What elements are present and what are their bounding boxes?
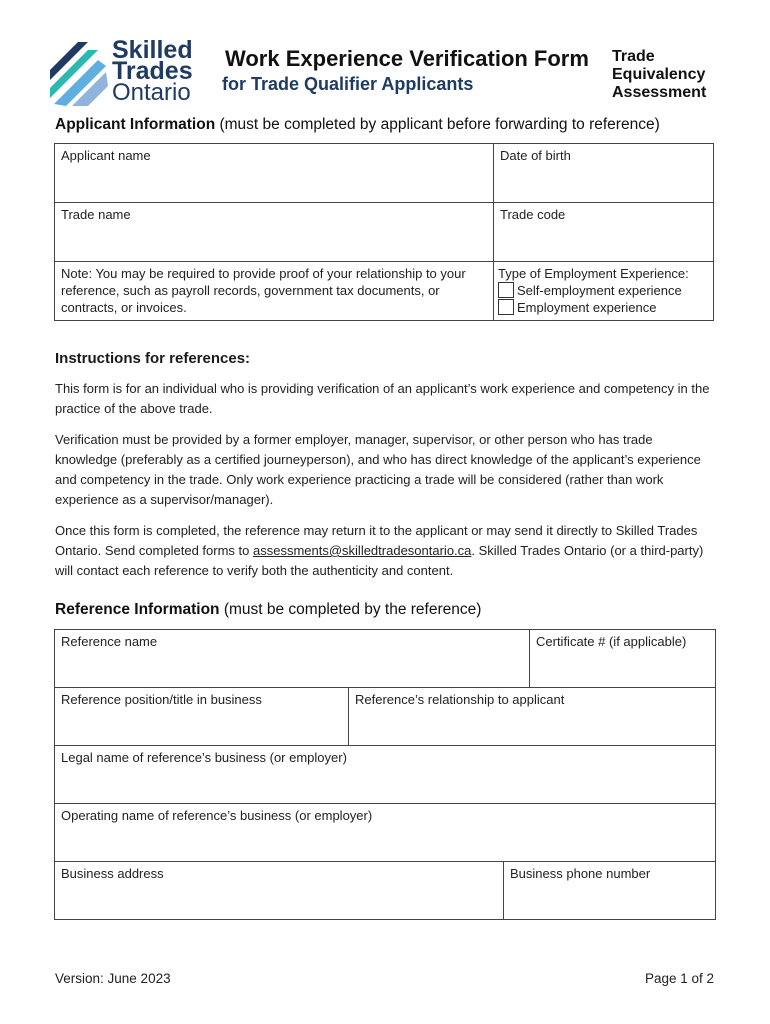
form-title: Work Experience Verification Form <box>225 46 589 71</box>
side-label-line-1: Trade <box>612 48 655 65</box>
instructions-paragraph-3 <box>55 521 715 581</box>
applicant-heading-bold: Applicant Information <box>55 116 216 133</box>
instructions-paragraph-2: Verification must be provided by a former employer, manager, supervisor, or other person who has trade knowledge (preferably as a certified journeyperson), and who has direct knowledge of the applicant’s experience and competency in the trade. Only work experience practicing a trade will be considered (rather than work experience as a supervisor/manager). <box>55 432 701 507</box>
applicant-name-label: Applicant name <box>61 148 151 163</box>
relationship-proof-note <box>54 261 494 321</box>
operating-business-name-field[interactable] <box>54 803 716 862</box>
operating-business-name-label: Operating name of reference’s business (or employer) <box>61 808 373 823</box>
trade-name-label: Trade name <box>61 207 131 222</box>
reference-heading-note: (must be completed by the reference) <box>219 601 482 618</box>
employment-type-label: Type of Employment Experience: <box>498 266 689 281</box>
assessments-email-link[interactable]: assessments@skilledtradesontario.ca <box>252 543 472 558</box>
date-of-birth-label: Date of birth <box>500 148 571 163</box>
assessment-type-label <box>612 48 722 102</box>
logo-line-1: Skilled <box>112 36 193 64</box>
option-employment <box>498 299 707 316</box>
business-phone-field[interactable] <box>503 861 716 920</box>
logo-mark-icon <box>50 40 110 110</box>
logo-wordmark <box>112 36 222 106</box>
side-label-line-2: Equivalency <box>612 66 706 83</box>
option-self-employment <box>498 282 707 299</box>
paragraph-3-end: . Skilled Trades Ontario (or a third-party) will contact each reference to verify both the authenticity and content. <box>55 543 704 578</box>
reference-relationship-field[interactable] <box>348 687 716 746</box>
employment-checkbox[interactable] <box>498 299 514 315</box>
certificate-number-label: Certificate # (if applicable) <box>536 634 687 649</box>
page-number: Page 1 of 2 <box>644 971 714 986</box>
side-label-line-3: Assessment <box>612 84 707 101</box>
employment-type-field <box>493 261 714 321</box>
reference-name-label: Reference name <box>61 634 158 649</box>
legal-business-name-label: Legal name of reference’s business (or employer) <box>61 750 347 765</box>
self-employment-label: Self-employment experience <box>517 283 682 298</box>
legal-business-name-field[interactable] <box>54 745 716 804</box>
trade-name-field[interactable] <box>54 202 494 262</box>
reference-position-field[interactable] <box>54 687 349 746</box>
business-address-label: Business address <box>61 866 164 881</box>
applicant-heading-note: (must be completed by applicant before forwarding to reference) <box>215 116 660 133</box>
applicant-section-heading <box>55 116 660 134</box>
business-address-field[interactable] <box>54 861 504 920</box>
reference-name-field[interactable] <box>54 629 530 688</box>
version-label: Version: June 2023 <box>55 971 171 986</box>
instructions-heading: Instructions for references: <box>55 350 251 367</box>
proof-note-text: Note: You may be required to provide proof of your relationship to your reference, such as payroll records, government tax documents, or contracts, or invoices. <box>61 266 466 315</box>
reference-relationship-label: Reference’s relationship to applicant <box>355 692 565 707</box>
reference-section-heading <box>55 601 481 619</box>
reference-heading-bold: Reference Information <box>55 601 220 618</box>
business-phone-label: Business phone number <box>510 866 651 881</box>
self-employment-checkbox[interactable] <box>498 282 514 298</box>
logo-line-2: Trades <box>112 57 193 85</box>
paragraph-3-start: Once this form is completed, the reference may return it to the applicant or may send it directly to Skilled Trades Ontario. Send completed forms to <box>55 523 698 558</box>
date-of-birth-field[interactable] <box>493 143 714 203</box>
logo-line-3: Ontario <box>112 79 191 106</box>
certificate-number-field[interactable] <box>529 629 716 688</box>
applicant-name-field[interactable] <box>54 143 494 203</box>
trade-code-label: Trade code <box>500 207 566 222</box>
reference-position-label: Reference position/title in business <box>61 692 262 707</box>
employment-label: Employment experience <box>517 300 657 315</box>
form-subtitle: for Trade Qualifier Applicants <box>222 74 474 94</box>
trade-code-field[interactable] <box>493 202 714 262</box>
instructions-paragraph-1: This form is for an individual who is providing verification of an applicant’s work experience and competency in the practice of the above trade. <box>55 381 710 416</box>
